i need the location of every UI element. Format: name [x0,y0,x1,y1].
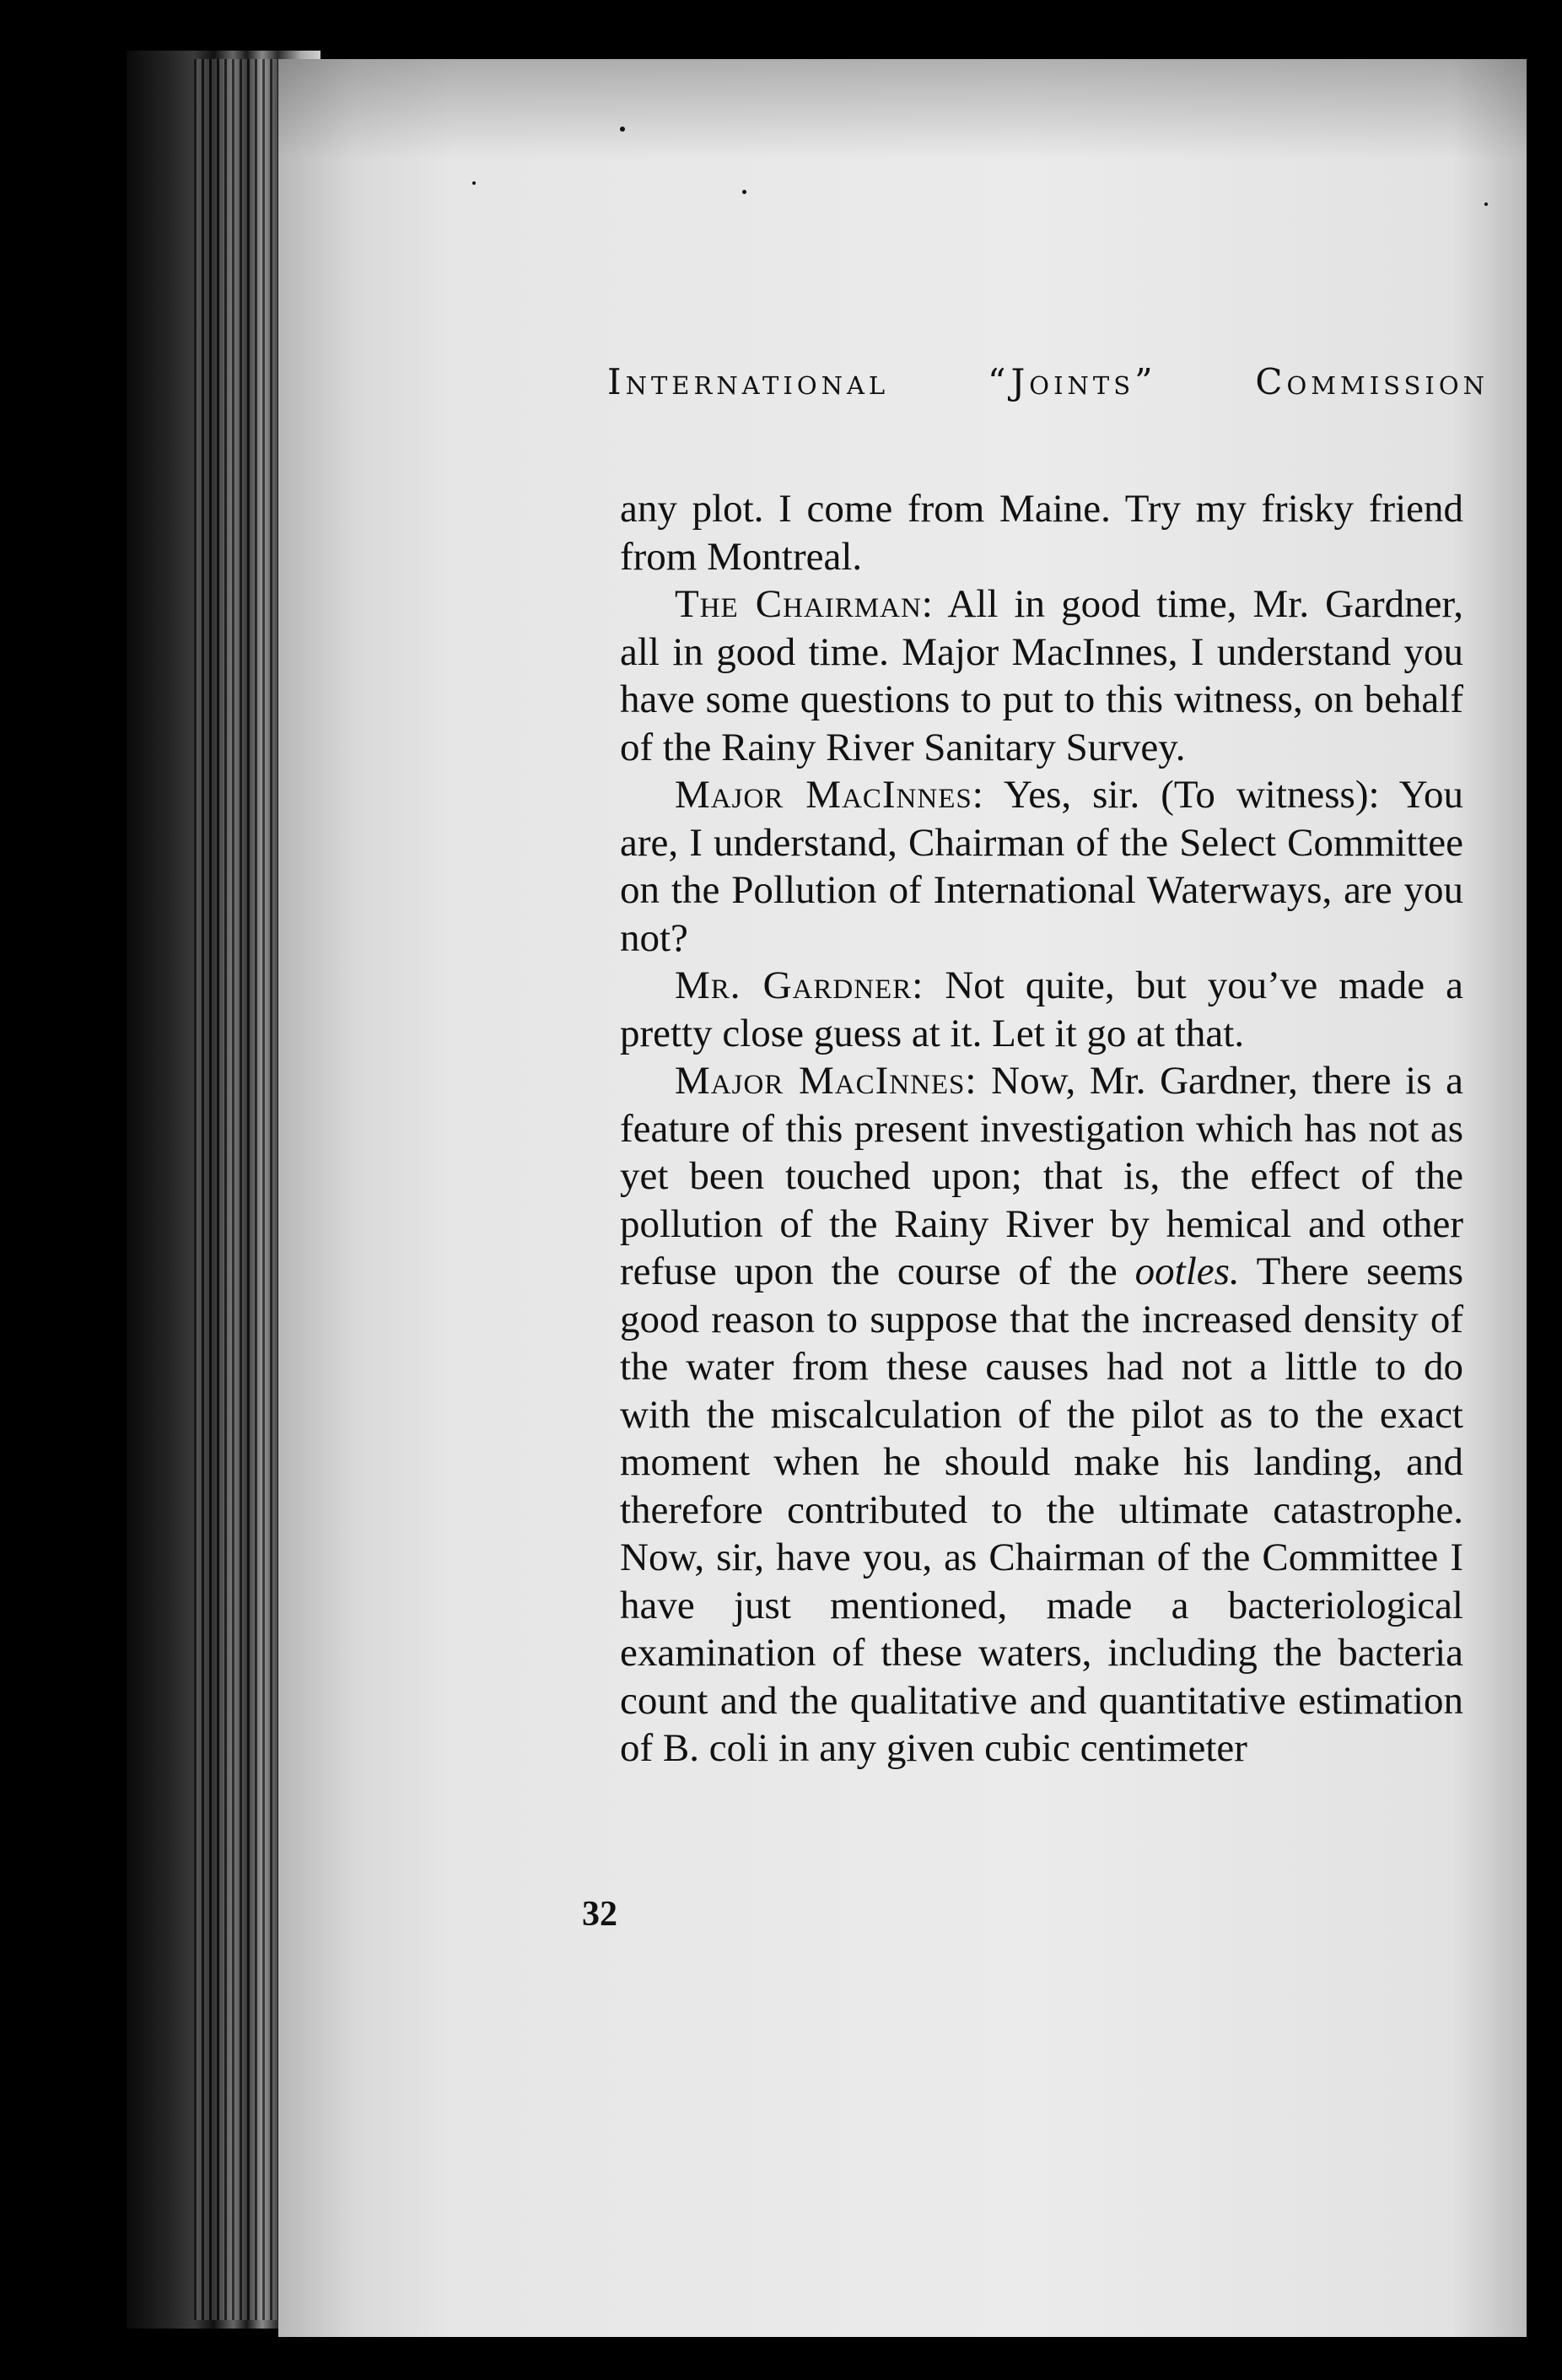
page-shadow [278,59,1527,160]
paragraph [620,485,1463,580]
running-head-center: “Joints” [988,361,1157,402]
speaker-name: Major MacInnes: [675,1059,978,1103]
dust-speck [472,181,476,185]
italic-word: ootles. [1134,1249,1240,1293]
paragraph-text: any plot. I come from Maine. Try my frisky friend from Montreal. [620,487,1463,579]
running-head-left: International [607,361,890,402]
paragraph-text: Now, Mr. Gardner, there is a feature of this present investigation which has not as yet been touched upon; that is, the effect of the pollution of the Rainy River by hemical and other refuse upon the course of the [620,1059,1464,1293]
body-text [620,485,1463,1773]
running-head-right: Commission [1255,361,1489,402]
paragraph-text: All in good time, Mr. Gardner, all in good time. Major MacInnes, I understand you have some questions to put to this witness, on behalf of the Rainy River Sanitary Survey. [620,582,1463,769]
running-head [607,361,1489,402]
paragraph-text-continued: There seems good reason to suppose that the increased density of the water from these causes had not a little to do with the miscalculation of the pilot as to the exact moment when he should make his landing, and therefore contributed to the ultimate catastrophe. Now, sir, have you, as Chairman of the Committee I have just mentioned, made a bacteriological examination of these waters, including the bacteria count and the qualitative and quantitative estimation of B. coli in any given cubic centimeter [620,1249,1463,1770]
paragraph [620,1057,1463,1773]
speaker-name: Major MacInnes: [675,773,984,817]
speaker-name: Mr. Gardner: [675,963,924,1007]
paragraph-text: Yes, sir. (To witness): You are, I understand, Chairman of the Select Committee on the Pollution of International Waterways, are you not? [620,773,1463,960]
paragraph [620,771,1463,962]
page-number: 32 [582,1895,617,1934]
dust-speck [742,190,746,194]
dust-speck [620,127,625,132]
paragraph-text: Not quite, but you’ve made a pretty close guess at it. Let it go at that. [620,963,1463,1055]
paragraph [620,962,1463,1057]
dust-speck [1484,202,1488,206]
speaker-name: The Chairman: [675,582,934,626]
paragraph [620,580,1463,771]
